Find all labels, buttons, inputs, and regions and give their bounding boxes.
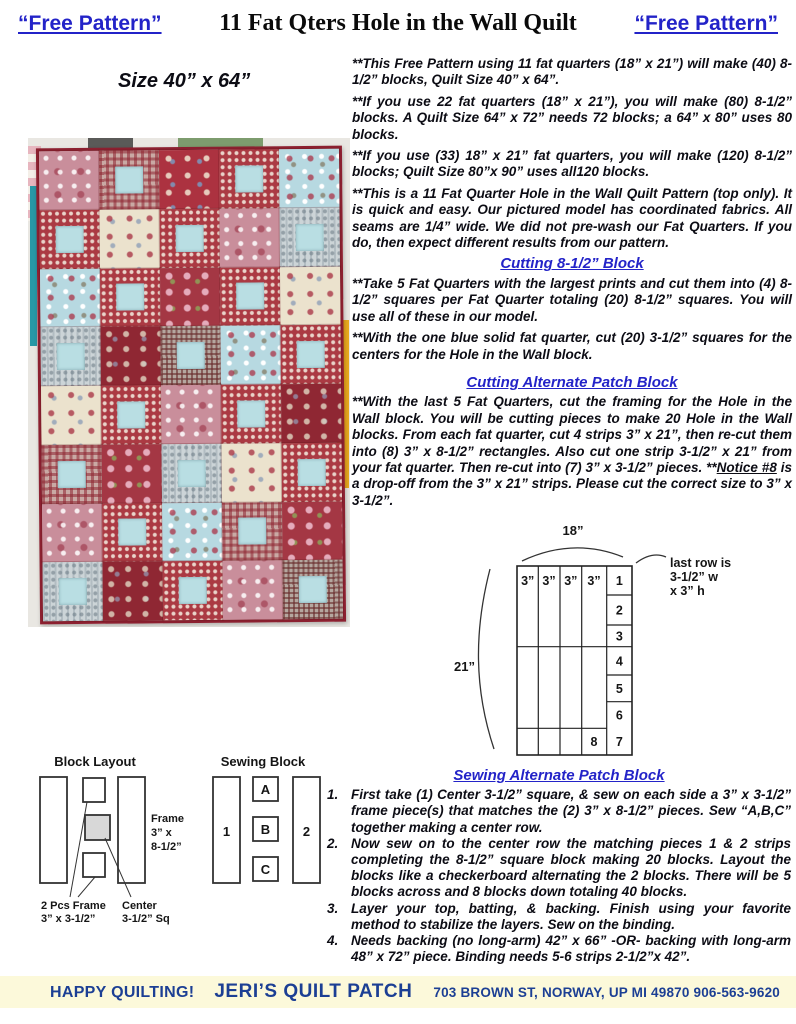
cutting-alt-paragraph	[352, 394, 792, 509]
quilt-center-square	[58, 461, 86, 488]
quilt-block-framed	[39, 210, 100, 269]
sewing-block-title: Sewing Block	[220, 754, 306, 769]
quilt-block-framed	[162, 443, 223, 502]
label-leader-line	[70, 802, 87, 897]
quilt-center-square	[296, 223, 324, 250]
sewing-heading: Sewing Alternate Patch Block	[453, 767, 665, 784]
footer-brand: JERI’S QUILT PATCH	[214, 981, 413, 1002]
piece-number: 3	[615, 629, 623, 644]
quilt-block-plain	[40, 268, 101, 327]
piece-number: 6	[615, 708, 623, 723]
quilt-block-plain	[219, 208, 280, 267]
quilt-center-square	[235, 165, 263, 192]
diagram-width-label: 18”	[562, 523, 584, 538]
quilt-block-plain	[281, 384, 342, 443]
quilt-block-framed	[163, 561, 224, 620]
quilt-center-square	[117, 401, 145, 428]
quilt-block-plain	[42, 503, 103, 562]
quilt-block-plain	[103, 562, 164, 621]
quilt-block-plain	[280, 266, 341, 325]
diagram-note-leader	[636, 555, 666, 563]
quilt-block-plain	[160, 267, 221, 326]
frame-strip-right	[118, 777, 145, 883]
quilt-photo	[28, 138, 350, 627]
quilt-block-plain	[162, 502, 223, 561]
notice-8-text: Notice #8	[716, 459, 777, 475]
quilt-block-framed	[159, 208, 220, 267]
quilt-center-square	[178, 459, 206, 486]
cutting-diagram	[440, 521, 796, 766]
list-item-number: 1.	[327, 787, 339, 803]
quilt-block-plain	[39, 151, 100, 210]
cutting-block-paragraph-1: **Take 5 Fat Quarters with the largest prints and cut them into (4) 8-1/2” squares per Fat Quarter totaling (20) 8-1/2” squares. You will use all of these in our model.	[352, 275, 792, 324]
sewing-strip-1-label: 1	[222, 824, 231, 839]
quilt-center-square	[115, 166, 143, 193]
intro-paragraph-1: **This Free Pattern using 11 fat quarters (18” x 21”) will make (40) 8-1/2” blocks, Quilt Size 40” x 64”.	[352, 56, 792, 88]
center-piece	[85, 815, 110, 840]
cutting-block-paragraph-2: **With the one blue solid fat quarter, cut (20) 3-1/2” squares for the centers for the Hole in the Wall block.	[352, 330, 792, 362]
frame-piece-bottom	[83, 853, 105, 877]
list-item-number: 2.	[327, 835, 339, 851]
diagram-note-line: x 3” h	[670, 584, 705, 598]
quilt-center-square	[176, 224, 204, 251]
list-item-text: Needs backing (no long-arm) 42” x 66” -OR- backing with long-arm 48” x 72” piece. Binding needs 5-6 strips 2-1/2”x 42”.	[351, 933, 791, 965]
quilt-center-square	[236, 283, 264, 310]
quilt-block-framed	[222, 502, 283, 561]
list-item	[327, 933, 791, 965]
quilt-block-framed	[279, 207, 340, 266]
label-leader-line	[78, 877, 95, 897]
quilt-block-framed	[40, 327, 101, 386]
footer-left	[50, 981, 412, 1003]
list-item-text: Layer your top, batting, & backing. Finish using your favorite method to stabilize the layers. Sew on the binding.	[351, 900, 791, 932]
quilt-block-plain	[220, 325, 281, 384]
list-item-number: 4.	[327, 933, 339, 949]
piece-number: 2	[615, 603, 623, 618]
quilt-center-square	[299, 576, 327, 603]
quilt-center-square	[238, 518, 266, 545]
block-layout-title: Block Layout	[54, 754, 136, 769]
frame-label-line: Frame	[151, 813, 185, 825]
quilt-block-plain	[161, 385, 222, 444]
quilt-block-plain	[222, 443, 283, 502]
quilt-block-framed	[219, 149, 280, 208]
list-item-number: 3.	[327, 900, 339, 916]
quilt-center-square	[56, 226, 84, 253]
quilt-center-square	[118, 519, 146, 546]
page-title: 11 Fat Qters Hole in the Wall Quilt	[219, 10, 577, 36]
quilt-size-label: Size 40” x 64”	[118, 70, 251, 92]
quilt-block-plain	[102, 444, 163, 503]
intro-paragraph-3: **If you use (33) 18” x 21” fat quarters, you will make (120) 8-1/2” blocks; Quilt Size 80”x 90” uses all120 blocks.	[352, 148, 792, 180]
quilt-block-framed	[283, 560, 344, 619]
sewing-piece-a-label: A	[260, 782, 271, 797]
sewing-piece-c-label: C	[260, 862, 271, 877]
diagram-note-line: 3-1/2” w	[670, 570, 718, 584]
list-item-text: Now sew on to the center row the matching pieces 1 & 2 strips completing the 8-1/2” square block making 20 blocks. Layout the blocks like a checkerboard alternating the 2 blocks. There will be 5 blocks across and 8 blocks down totaling 40 blocks.	[351, 835, 791, 900]
strip-width-label: 3”	[587, 574, 601, 588]
fat-quarter-outline	[517, 566, 632, 755]
sewing-section	[327, 766, 791, 965]
quilt-block-framed	[102, 503, 163, 562]
piece-number: 5	[615, 681, 623, 696]
list-item	[327, 787, 791, 836]
list-item	[327, 901, 791, 933]
center-label-line: 3-1/2” Sq	[122, 913, 170, 925]
block-layout-diagram	[25, 752, 345, 932]
quilt-block-framed	[42, 445, 103, 504]
quilt-block-plain	[223, 560, 284, 619]
sewing-piece-b-label: B	[260, 822, 271, 837]
header	[0, 10, 796, 37]
quilt-block-framed	[280, 325, 341, 384]
list-item-text: First take (1) Center 3-1/2” square, & sew on each side a 3” x 3-1/2” frame piece(s) that matches the (2) 3” x 8-1/2” pieces. Sew “A,B,C” together making a center row.	[351, 787, 791, 835]
free-pattern-link-right[interactable]: “Free Pattern”	[634, 12, 778, 35]
quilt-block-framed	[99, 150, 160, 209]
quilt-block-plain	[159, 150, 220, 209]
diagram-top-arc	[522, 548, 623, 561]
quilt-block-plain	[279, 149, 340, 208]
quilt-center-square	[297, 341, 325, 368]
frame-label-line: 3” x	[151, 827, 172, 839]
intro-paragraph-4: **This is a 11 Fat Quarter Hole in the Wall Quilt Pattern (top only). It is quick and easy. Our pictured model has coordinated fabrics. All seams are 1/4” wide. We did not pre-wash our Fat Quarters. If you do, then expect different results from our pattern.	[352, 185, 792, 251]
intro-paragraph-2: **If you use 22 fat quarters (18” x 21”), you will make (80) 8-1/2” blocks. A Quilt Size 64” x 72” needs 72 blocks; a 64” x 80” uses 80 blocks.	[352, 93, 792, 142]
strip-width-label: 3”	[521, 574, 535, 588]
cutting-alt-heading: Cutting Alternate Patch Block	[466, 373, 678, 391]
quilt-center-square	[177, 342, 205, 369]
frame-strip-left	[40, 777, 67, 883]
quilt-block-framed	[43, 562, 104, 621]
frame-piece-top	[83, 778, 105, 802]
quilt-block-plain	[41, 386, 102, 445]
cutting-alt-text-pre: **With the last 5 Fat Quarters, cut the framing for the Hole in the Wall block. You will be cutting pieces to make 20 Hole in the Wall blocks. From each fat quarter, cut 4 strips 3” x 21”, then re-cut them into (8) 3” x 8-1/2” rectangles. Also cut one strip 3-1/2” x 21” from your fat quarter. Then re-cut into (7) 3” x 3-1/2” pieces. **	[352, 394, 792, 475]
quilt-block-plain	[99, 209, 160, 268]
quilt-center-square	[57, 343, 85, 370]
quilt-block-framed	[100, 268, 161, 327]
pcs-frame-label-line: 2 Pcs Frame	[41, 900, 106, 912]
footer-happy-quilting: HAPPY QUILTING!	[50, 984, 195, 1001]
quilt-block-plain	[100, 327, 161, 386]
piece-number: 7	[615, 735, 623, 749]
quilt	[36, 146, 346, 625]
diagram-height-label: 21”	[454, 659, 475, 674]
quilt-block-framed	[221, 384, 282, 443]
cutting-block-heading: Cutting 8-1/2” Block	[500, 255, 644, 273]
quilt-block-framed	[101, 385, 162, 444]
piece-number: 4	[615, 654, 623, 669]
quilt-block-plain	[282, 501, 343, 560]
diagram-note-line: last row is	[670, 556, 732, 570]
list-item	[327, 836, 791, 901]
center-label-line: Center	[122, 900, 157, 912]
quilt-block-framed	[282, 442, 343, 501]
quilt-center-square	[116, 284, 144, 311]
quilt-center-square	[237, 400, 265, 427]
strip-width-label: 3”	[542, 574, 556, 588]
piece-number: 1	[615, 574, 623, 588]
diagram-left-arc	[478, 569, 494, 749]
instructions-column	[352, 56, 792, 514]
footer	[0, 976, 796, 1008]
free-pattern-link-left[interactable]: “Free Pattern”	[18, 12, 162, 35]
quilt-center-square	[298, 458, 326, 485]
quilt-block-framed	[160, 326, 221, 385]
quilt-block-framed	[220, 267, 281, 326]
frame-label-line: 8-1/2”	[151, 841, 182, 853]
footer-address: 703 BROWN ST, NORWAY, UP MI 49870 906-563-9620	[433, 984, 780, 1000]
pcs-frame-label-line: 3” x 3-1/2”	[41, 913, 96, 925]
strip-width-label: 3”	[564, 574, 578, 588]
quilt-center-square	[179, 577, 207, 604]
cutting-alt-text-post: is a drop-off from the 3” x 21” strips. Please cut the correct size to 3” x 3-1/2”.	[352, 459, 792, 508]
sewing-strip-2-label: 2	[302, 824, 311, 839]
quilt-center-square	[59, 578, 87, 605]
dropoff-number: 8	[590, 735, 598, 749]
